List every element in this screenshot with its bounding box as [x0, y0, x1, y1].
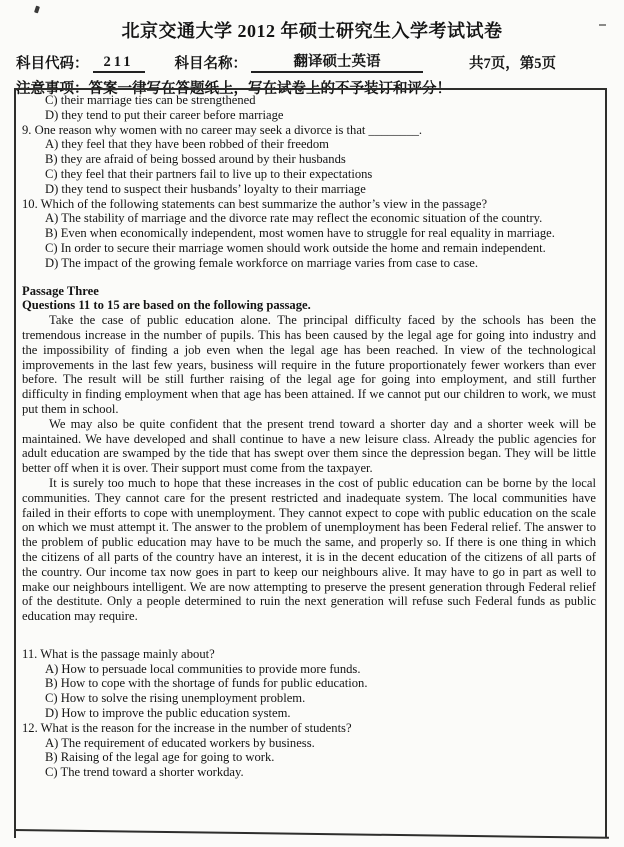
passage-paragraph-1: Take the case of public education alone. The principal difficulty faced by the schools has been the tremendous increase in the number of pupils. This has been caused by the legal age for going into industry and the impossibility of finding a job even when the legal age has been reached. In view of the technological improvements in the last few years, business will require in the future proportionately fewer workers than ever before. The result will be still further raising of the legal age for going into employment, and still further difficulty in finding employment when that age has been attained. If we cannot put our children to work, we must put them in school.	[22, 313, 596, 416]
question-12-option-c: C) The trend toward a shorter workday.	[45, 765, 244, 780]
passage-subheading: Questions 11 to 15 are based on the following passage.	[22, 298, 311, 313]
carryover-option-c: C) their marriage ties can be strengthened	[45, 93, 256, 107]
passage-paragraph-3: It is surely too much to hope that these increases in the cost of public education can be borne by the local communities. They cannot care for the present restricted and inadequate system. The local communities have failed in their efforts to cope with unemployment. They cannot expect to cope with public education on the scale on which we must attempt it. The answer to the problem of unemployment has been Federal relief. The answer to the problem of public education may have to be much the same, and properly so. If there is one thing in which the citizens of all parts of the country have an interest, it is in the decent education of the citizens of all parts of the country. Our income tax now goes in part to keep our neighbours alive. It may have to go in part as well to make our neighbours intelligent. We are now attempting to preserve the present generation through Federal relief of the destitute. Only a people determined to ruin the next generation will refuse such Federal funds as public education may require.	[22, 475, 596, 624]
subject-code-value: 211	[93, 54, 145, 73]
subject-code-label: 科目代码：	[16, 56, 89, 72]
question-10-option-c: C) In order to secure their marriage women should work outside the home and remain independent.	[45, 240, 546, 255]
subject-meta-line	[16, 52, 624, 73]
question-12-option-a: A) The requirement of educated workers by business.	[45, 735, 315, 750]
question-11-option-b: B) How to cope with the shortage of funds for public education.	[45, 676, 368, 691]
carryover-option-d: D) they tend to put their career before marriage	[45, 107, 284, 122]
question-12-option-b: B) Raising of the legal age for going to work.	[45, 750, 275, 765]
question-11-option-c: C) How to solve the rising unemployment problem.	[45, 691, 306, 706]
passage-three	[22, 284, 596, 624]
question-10-option-d: D) The impact of the growing female workforce on marriage varies from case to case.	[45, 255, 479, 270]
question-12-stem: 12. What is the reason for the increase in the number of students?	[22, 720, 352, 735]
passage-heading: Passage Three	[22, 283, 99, 298]
exam-content-box	[14, 88, 607, 838]
question-9-option-a: A) they feel that they have been robbed of their freedom	[45, 137, 329, 152]
page-title: 北京交通大学 2012 年硕士研究生入学考试试卷	[121, 21, 503, 41]
question-9-stem: 9. One reason why women with no career may seek a divorce is that ________.	[22, 122, 423, 137]
notice-label: 注意事项：	[16, 81, 89, 97]
subject-name-value: 翻译硕士英语	[251, 54, 423, 73]
question-11-option-a: A) How to persuade local communities to provide more funds.	[45, 661, 361, 676]
notice-text: 答案一律写在答题纸上，写在试卷上的不予装订和评分！	[88, 81, 451, 97]
subject-name-label: 科目名称：	[174, 56, 247, 72]
question-9-option-b: B) they are afraid of being bossed around by their husbands	[45, 152, 346, 167]
scan-artifact-dash	[599, 24, 606, 26]
question-9-option-d: D) they tend to suspect their husbands’ loyalty to their marriage	[45, 181, 366, 196]
question-10-stem: 10. Which of the following statements can best summarize the author’s view in the passage?	[22, 196, 488, 211]
scan-artifact-speck	[34, 6, 40, 14]
question-11-stem: 11. What is the passage mainly about?	[22, 646, 215, 661]
question-9-option-c: C) they feel that their partners fail to live up to their expectations	[45, 166, 373, 181]
question-11-option-d: D) How to improve the public education system.	[45, 706, 291, 721]
passage-paragraph-2: We may also be quite confident that the present trend toward a shorter day and a shorter week will be maintained. We have developed and shall continue to have a new leisure class. Already the public agencies for adult education are swamped by the tide that has swept over them since the depression began. They will be little better off when it is over. Their support must come from the taxpayer.	[22, 416, 596, 476]
question-10-option-a: A) The stability of marriage and the divorce rate may reflect the economic situation of the country.	[45, 211, 543, 226]
question-10-option-b: B) Even when economically independent, most women have to struggle for real equality in marriage.	[45, 226, 555, 241]
page-count-indicator: 共7页，第5页	[469, 56, 556, 72]
